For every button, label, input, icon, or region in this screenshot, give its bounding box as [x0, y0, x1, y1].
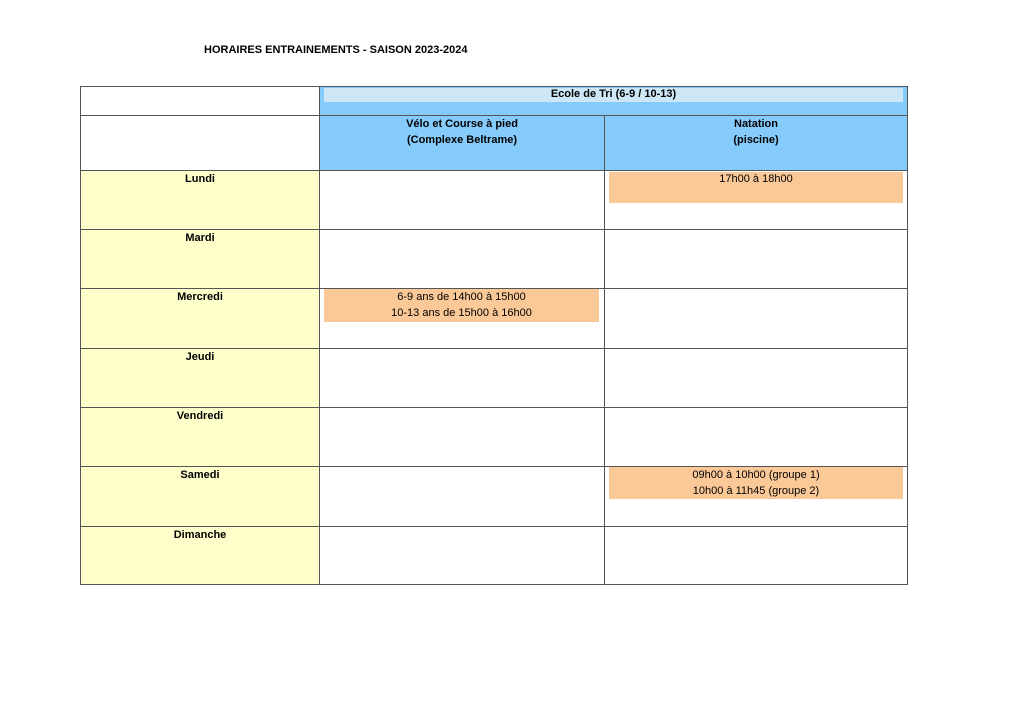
- grid-line: [80, 229, 908, 230]
- day-label-mardi: Mardi: [185, 232, 215, 244]
- day-cell-vendredi: [80, 407, 320, 466]
- grid-line: [907, 86, 908, 585]
- grid-line: [80, 348, 908, 349]
- day-cell-jeudi: [80, 348, 320, 407]
- slot-samedi-natation: [609, 467, 903, 499]
- day-label-vendredi: Vendredi: [176, 410, 224, 422]
- slot-lundi-natation: [609, 172, 903, 203]
- slot-text: 17h00 à 18h00: [719, 173, 793, 185]
- grid-line: [604, 115, 605, 585]
- slot-text: 10h00 à 11h45 (groupe 2): [692, 485, 820, 497]
- grid-line: [80, 288, 908, 289]
- grid-line: [80, 584, 908, 585]
- slot-text: 6-9 ans de 14h00 à 15h00: [397, 291, 526, 303]
- column-header-natation-line2: (piscine): [733, 134, 779, 146]
- grid-line: [80, 115, 908, 116]
- grid-line: [80, 407, 908, 408]
- day-label-lundi: Lundi: [185, 173, 215, 185]
- grid-line: [80, 86, 908, 87]
- day-label-jeudi: Jeudi: [185, 351, 215, 363]
- grid-line: [319, 86, 320, 585]
- grid-line: [80, 466, 908, 467]
- schedule-table: [80, 86, 908, 585]
- grid-line: [80, 86, 81, 585]
- day-cell-dimanche: [80, 526, 320, 585]
- column-header-velo-line2: (Complexe Beltrame): [406, 134, 518, 146]
- group-header-label: Ecole de Tri (6-9 / 10-13): [550, 88, 677, 100]
- column-header-natation: [604, 115, 908, 170]
- day-cell-mercredi: [80, 288, 320, 348]
- column-header-velo-line1: Vélo et Course à pied: [406, 118, 518, 130]
- day-label-dimanche: Dimanche: [173, 529, 227, 541]
- slot-mercredi-velo: [324, 289, 599, 322]
- grid-line: [80, 526, 908, 527]
- document-title: HORAIRES ENTRAINEMENTS - SAISON 2023-2024: [204, 44, 468, 56]
- day-label-samedi: Samedi: [180, 469, 220, 481]
- column-header-velo: [320, 115, 604, 170]
- slot-text: 10-13 ans de 15h00 à 16h00: [391, 307, 532, 319]
- grid-line: [80, 170, 908, 171]
- day-cell-mardi: [80, 229, 320, 288]
- column-header-natation-line1: Natation: [734, 118, 778, 130]
- group-header-banner: [324, 88, 903, 102]
- day-cell-lundi: [80, 170, 320, 229]
- slot-text: 09h00 à 10h00 (groupe 1): [692, 469, 820, 481]
- day-cell-samedi: [80, 466, 320, 526]
- day-label-mercredi: Mercredi: [177, 291, 223, 303]
